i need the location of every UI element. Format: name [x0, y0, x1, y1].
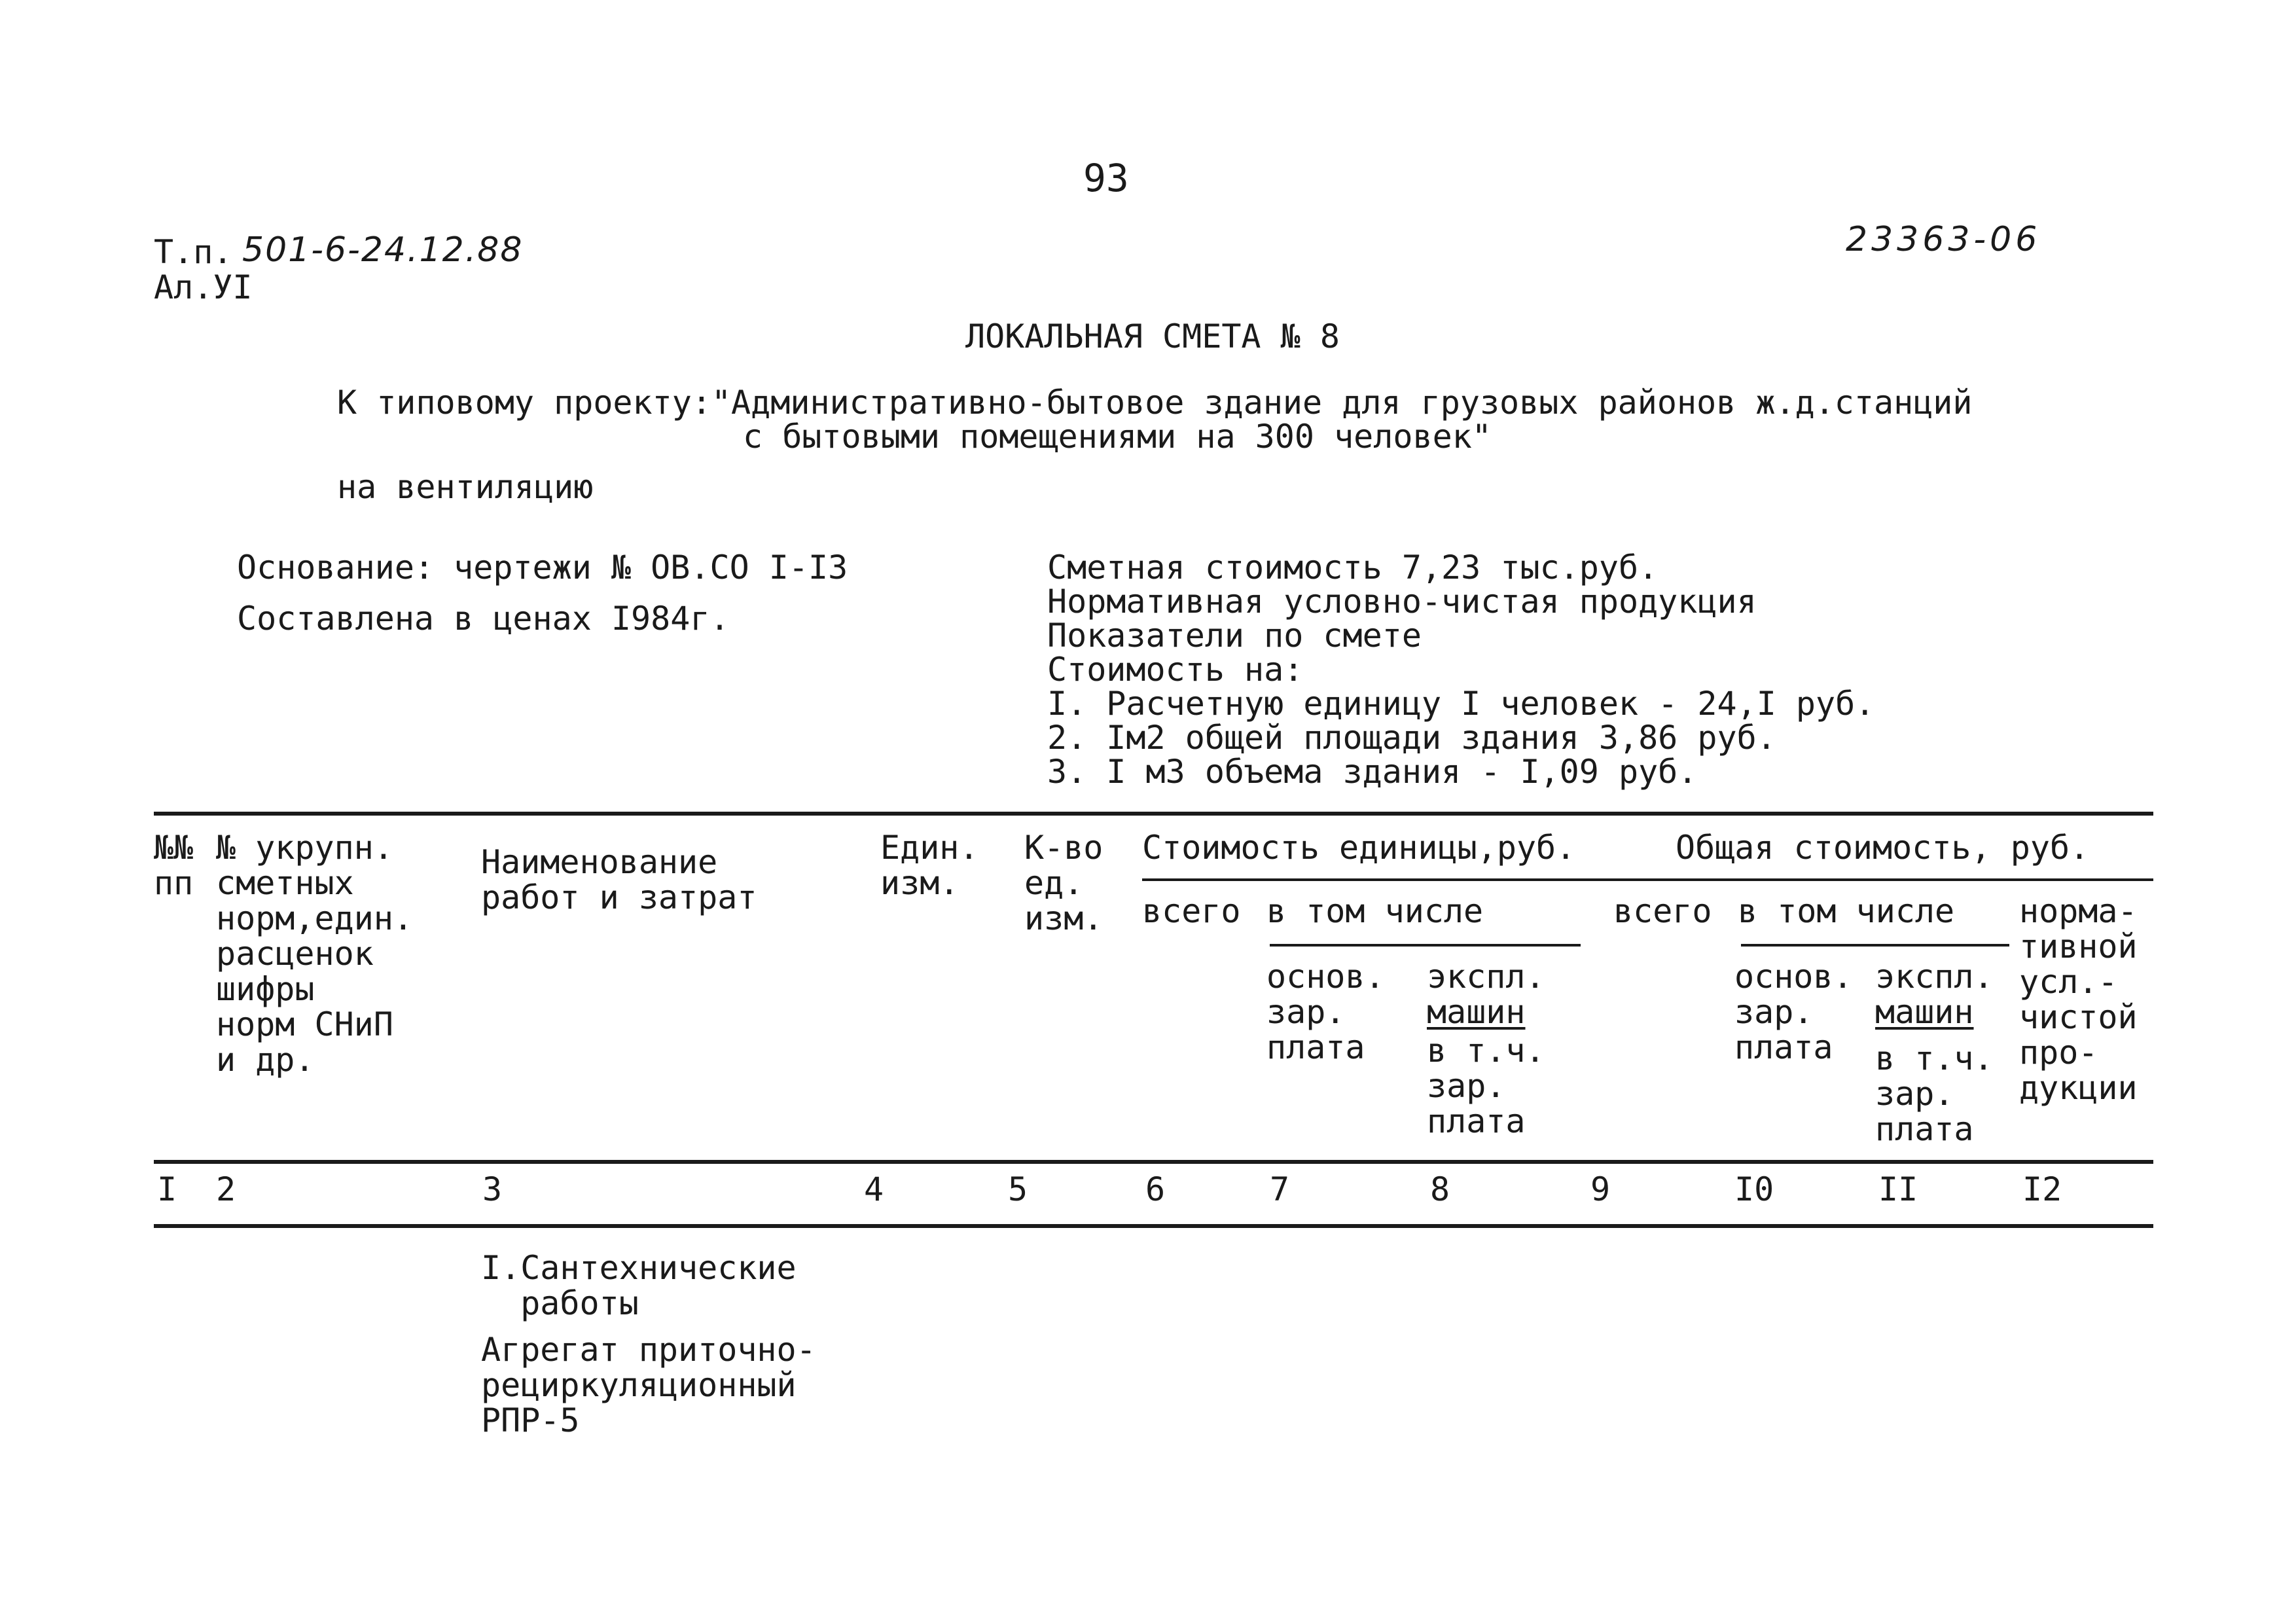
estimate-indicators: Показатели по смете [1047, 617, 1422, 655]
col-number-header: №№ пп [154, 829, 194, 902]
estimate-normative: Нормативная условно-чистая продукция [1047, 583, 1757, 621]
incl-rule-2 [1741, 944, 2009, 947]
col-num-2: 2 [216, 1170, 236, 1208]
unit-cost-all: всего [1142, 892, 1241, 930]
col-num-3: 3 [482, 1170, 503, 1208]
col-quantity-header: К-во ед. изм. [1024, 829, 1103, 937]
incl-rule-1 [1270, 944, 1581, 947]
total-cost-header: Общая стоимость, руб. [1676, 829, 2090, 867]
col-num-8: 8 [1430, 1170, 1450, 1208]
col-num-11: II [1878, 1170, 1918, 1208]
normative-product-header: норма- тивной усл.- чистой про- дукции [2019, 892, 2138, 1107]
unit-cost-incl: в том числе [1266, 892, 1484, 930]
cost-group-rule [1142, 878, 2153, 881]
col-num-1: I [157, 1170, 177, 1208]
total-base-wage: основ. зар. плата [1734, 958, 1853, 1066]
estimate-cost-per: Стоимость на: [1047, 651, 1304, 689]
estimate-cost: Сметная стоимость 7,23 тыс.руб. [1047, 549, 1659, 586]
total-machine-op: экспл. [1875, 958, 1994, 996]
item-description: Агрегат приточно- рециркуляционный РПР-5 [481, 1331, 816, 1439]
estimate-item-2: 2. Iм2 общей площади здания 3,86 руб. [1047, 719, 1776, 757]
basis-line: Основание: чертежи № ОВ.СО I-I3 [237, 549, 848, 586]
col-num-9: 9 [1590, 1170, 1611, 1208]
unit-machines: машин [1427, 993, 1526, 1031]
unit-base-wage: основ. зар. плата [1266, 958, 1385, 1066]
page-number: 93 [1083, 156, 1129, 200]
col-num-6: 6 [1145, 1170, 1166, 1208]
document-title: ЛОКАЛЬНАЯ СМЕТА № 8 [965, 317, 1340, 355]
purpose-line: на вентиляцию [337, 468, 594, 506]
estimate-item-1: I. Расчетную единицу I человек - 24,I руб. [1047, 685, 1875, 723]
doc-code-prefix: Т.п. [154, 233, 233, 271]
table-top-rule [154, 812, 2153, 816]
col-num-7: 7 [1270, 1170, 1290, 1208]
col-unit-header: Един. изм. [880, 829, 979, 902]
prices-line: Составлена в ценах I984г. [237, 600, 730, 638]
album-label: Ал.УI [154, 268, 253, 306]
doc-code-handwritten: 501-6-24.12.88 [242, 230, 524, 270]
col-name-header: Наименование работ и затрат [481, 843, 757, 916]
unit-machine-wage: в т.ч. зар. плата [1427, 1032, 1545, 1140]
project-line-2: с бытовыми помещениями на 300 человек" [743, 418, 1492, 456]
unit-machine-op: экспл. [1427, 958, 1545, 996]
inventory-number: 23363-06 [1846, 220, 2041, 259]
col-num-4: 4 [864, 1170, 884, 1208]
estimate-item-3: 3. I м3 объема здания - I,09 руб. [1047, 753, 1698, 791]
total-machine-wage: в т.ч. зар. плата [1875, 1039, 1994, 1148]
col-num-5: 5 [1008, 1170, 1028, 1208]
col-norm-code-header: № укрупн. сметных норм,един. расценок шифры норм СНиП и др. [216, 829, 414, 1079]
numbers-bottom-rule [154, 1224, 2153, 1228]
unit-cost-header: Стоимость единицы,руб. [1142, 829, 1576, 867]
col-num-12: I2 [2022, 1170, 2062, 1208]
header-bottom-rule [154, 1160, 2153, 1164]
project-line-1: К типовому проекту:"Административно-бытовое здание для грузовых районов ж.д.станций [337, 384, 1973, 422]
total-machines: машин [1875, 993, 1974, 1031]
total-cost-incl: в том числе [1738, 892, 1955, 930]
col-num-10: I0 [1734, 1170, 1774, 1208]
total-cost-all: всего [1613, 892, 1712, 930]
section-heading: I.Сантехнические работы [481, 1249, 797, 1322]
